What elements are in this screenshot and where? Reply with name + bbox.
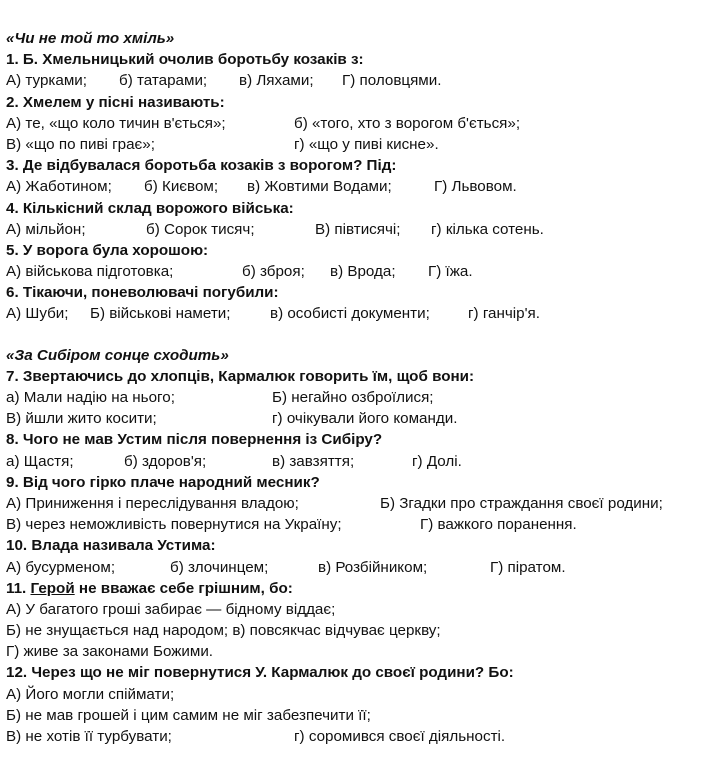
question-10: 10. Влада називала Устима:: [6, 537, 216, 555]
question-11-number: 11.: [6, 579, 31, 597]
question-12: 12. Через що не міг повернутися У. Кармалюк до своєї родини? Бо:: [6, 664, 514, 682]
answers-12-row-3: [6, 726, 711, 747]
option-3b: б) Києвом;: [144, 178, 219, 196]
option-5b: б) зброя;: [242, 263, 305, 281]
question-5: 5. У ворога була хорошою:: [6, 241, 209, 259]
answers-7-row-1: [6, 387, 711, 408]
question-9: 9. Від чого гірко плаче народний месник?: [6, 473, 320, 491]
option-10a: А) бусурменом;: [6, 558, 116, 576]
option-11-row-2: Б) не знущається над народом; в) повсякчас відчуває церкву;: [6, 622, 441, 640]
question-4: 4. Кількісний склад ворожого війська:: [6, 199, 294, 217]
option-12-row-1: А) Його могли спіймати;: [6, 685, 175, 703]
option-11-row-3: Г) живе за законами Божими.: [6, 643, 214, 661]
section-gap: [6, 325, 711, 345]
option-8a: а) Щастя;: [6, 452, 74, 470]
question-11-underlined-word: Герой: [30, 579, 75, 597]
question-8: 8. Чого не мав Устим після повернення із Сибіру?: [6, 431, 383, 449]
option-12-row-2: Б) не мав грошей і цим самим не міг забезпечити її;: [6, 706, 371, 724]
option-1b: б) татарами;: [119, 72, 208, 90]
option-9a: А) Приниження і переслідування владою;: [6, 494, 299, 512]
option-3d: Г) Львовом.: [434, 178, 517, 196]
answers-10: [6, 557, 711, 578]
question-1: 1. Б. Хмельницький очолив боротьбу козаків з:: [6, 51, 364, 69]
option-9b: Б) Згадки про страждання своєї родини;: [380, 494, 663, 512]
answers-1: [6, 70, 711, 91]
answers-3: [6, 176, 711, 197]
option-5c: в) Врода;: [330, 263, 396, 281]
option-12d: г) соромився своєї діяльності.: [294, 728, 506, 745]
option-6d: г) ганчір'я.: [468, 305, 540, 323]
answers-9-row-1: [6, 493, 711, 514]
question-2: 2. Хмелем у пісні називають:: [6, 93, 225, 111]
option-11-row-1: А) У багатого гроші забирає — бідному віддає;: [6, 600, 336, 618]
option-4c: В) півтисячі;: [315, 220, 401, 238]
option-10d: Г) піратом.: [490, 558, 566, 576]
option-2b: б) «того, хто з ворогом б'ється»;: [294, 114, 521, 132]
option-4a: А) мільйон;: [6, 220, 86, 238]
option-6a: А) Шуби;: [6, 305, 69, 323]
option-7d: г) очікували його команди.: [272, 410, 458, 428]
answers-8: [6, 451, 711, 472]
answers-2-row-2: [6, 134, 711, 155]
option-9c: В) через неможливість повернутися на Україну;: [6, 516, 342, 534]
option-10b: б) злочинцем;: [170, 558, 269, 576]
option-7a: а) Мали надію на нього;: [6, 389, 175, 406]
option-1c: в) Ляхами;: [239, 72, 314, 90]
section-1-title: «Чи не той то хміль»: [6, 30, 175, 47]
option-7c: В) йшли жито косити;: [6, 410, 157, 428]
question-11: [6, 578, 711, 599]
option-2a: А) те, «що коло тичин в'ється»;: [6, 114, 226, 132]
worksheet: [6, 28, 711, 747]
answers-4: [6, 219, 711, 240]
option-8c: в) завзяття;: [272, 452, 355, 470]
option-3c: в) Жовтими Водами;: [247, 178, 392, 196]
answers-6: [6, 303, 711, 324]
question-11-rest: не вважає себе грішним, бо:: [74, 579, 293, 597]
answers-5: [6, 261, 711, 282]
question-3: 3. Де відбувалася боротьба козаків з ворогом? Під:: [6, 157, 397, 175]
option-8b: б) здоров'я;: [124, 452, 207, 470]
option-10c: в) Розбійником;: [318, 558, 428, 576]
option-4d: г) кілька сотень.: [431, 220, 544, 238]
option-12c: В) не хотів її турбувати;: [6, 728, 172, 745]
option-2c: В) «що по пиві грає»;: [6, 135, 155, 153]
option-1d: Г) половцями.: [342, 72, 442, 90]
option-5a: А) військова підготовка;: [6, 263, 174, 281]
question-7: 7. Звертаючись до хлопців, Кармалюк говорить їм, щоб вони:: [6, 367, 475, 385]
option-9d: Г) важкого поранення.: [420, 516, 577, 534]
option-5d: Г) їжа.: [428, 263, 473, 281]
option-2d: г) «що у пиві кисне».: [294, 135, 439, 153]
question-6: 6. Тікаючи, поневолювачі погубили:: [6, 284, 279, 302]
section-2-title: «За Сибіром сонце сходить»: [6, 346, 229, 364]
answers-7-row-2: [6, 408, 711, 429]
option-8d: г) Долі.: [412, 452, 462, 470]
answers-2-row-1: [6, 113, 711, 134]
answers-9-row-2: [6, 514, 711, 535]
option-4b: б) Сорок тисяч;: [146, 220, 255, 238]
option-6b: Б) військові намети;: [90, 305, 231, 323]
option-6c: в) особисті документи;: [270, 305, 430, 323]
option-3a: А) Жаботином;: [6, 178, 112, 196]
option-7b: Б) негайно озброїлися;: [272, 389, 434, 406]
option-1a: А) турками;: [6, 72, 87, 90]
